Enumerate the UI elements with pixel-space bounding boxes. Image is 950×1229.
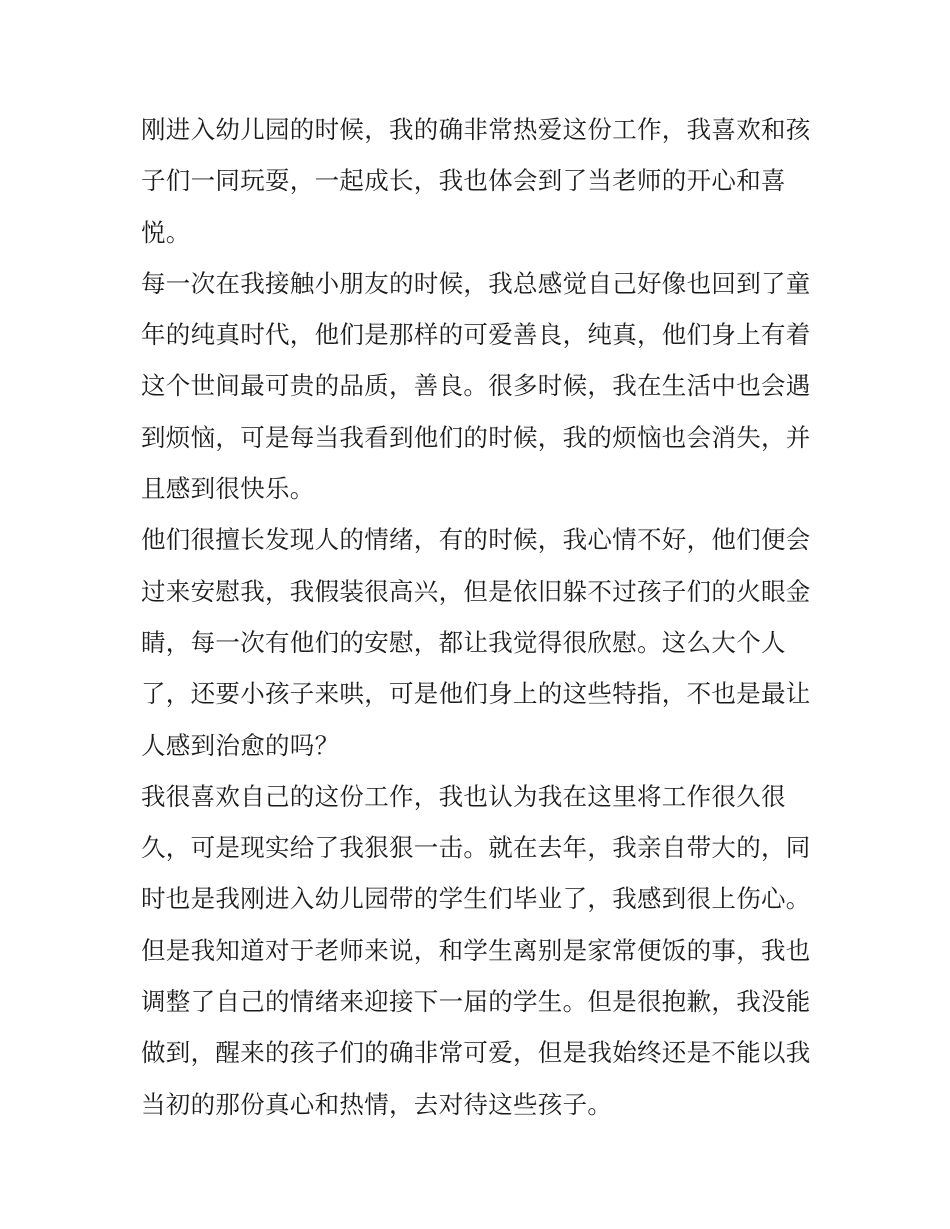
text-line: 时也是我刚进入幼儿园带的学生们毕业了，我感到很上伤心。 [141, 884, 811, 914]
text-line: 到烦恼，可是每当我看到他们的时候，我的烦恼也会消失，并 [141, 422, 811, 452]
text-line: 了，还要小孩子来哄，可是他们身上的这些特指，不也是最让 [141, 679, 811, 709]
paragraph [141, 514, 821, 770]
paragraph [141, 258, 821, 514]
text-line: 我很喜欢自己的这份工作，我也认为我在这里将工作很久很 [141, 781, 786, 811]
paragraph [141, 104, 821, 258]
text-line: 调整了自己的情绪来迎接下一届的学生。但是很抱歉，我没能 [141, 987, 811, 1017]
text-line: 每一次在我接触小朋友的时候，我总感觉自己好像也回到了童 [141, 268, 811, 298]
text-line: 但是我知道对于老师来说，和学生离别是家常便饭的事，我也 [141, 935, 811, 965]
text-line: 做到，醒来的孩子们的确非常可爱，但是我始终还是不能以我 [141, 1038, 811, 1068]
text-line: 刚进入幼儿园的时候，我的确非常热爱这份工作，我喜欢和孩 [141, 115, 811, 144]
text-line: 悦。 [141, 217, 191, 247]
text-line: 子们一同玩耍，一起成长，我也体会到了当老师的开心和喜 [141, 166, 786, 196]
text-line: 睛，每一次有他们的安慰，都让我觉得很欣慰。这么大个人 [141, 627, 786, 657]
document-body [141, 104, 821, 1130]
text-line: 年的纯真时代，他们是那样的可爱善良，纯真，他们身上有着 [141, 320, 811, 350]
text-line: 过来安慰我，我假装很高兴，但是依旧躲不过孩子们的火眼金 [141, 576, 811, 606]
text-line: 人感到治愈的吗？ [141, 730, 340, 760]
text-line: 当初的那份真心和热情，去对待这些孩子。 [141, 1089, 613, 1119]
text-line: 这个世间最可贵的品质，善良。很多时候，我在生活中也会遇 [141, 371, 811, 401]
text-line: 且感到很快乐。 [141, 474, 315, 504]
paragraph [141, 771, 821, 1130]
text-line: 他们很擅长发现人的情绪，有的时候，我心情不好，他们便会 [141, 525, 811, 555]
text-line: 久，可是现实给了我狠狠一击。就在去年，我亲自带大的，同 [141, 833, 811, 863]
